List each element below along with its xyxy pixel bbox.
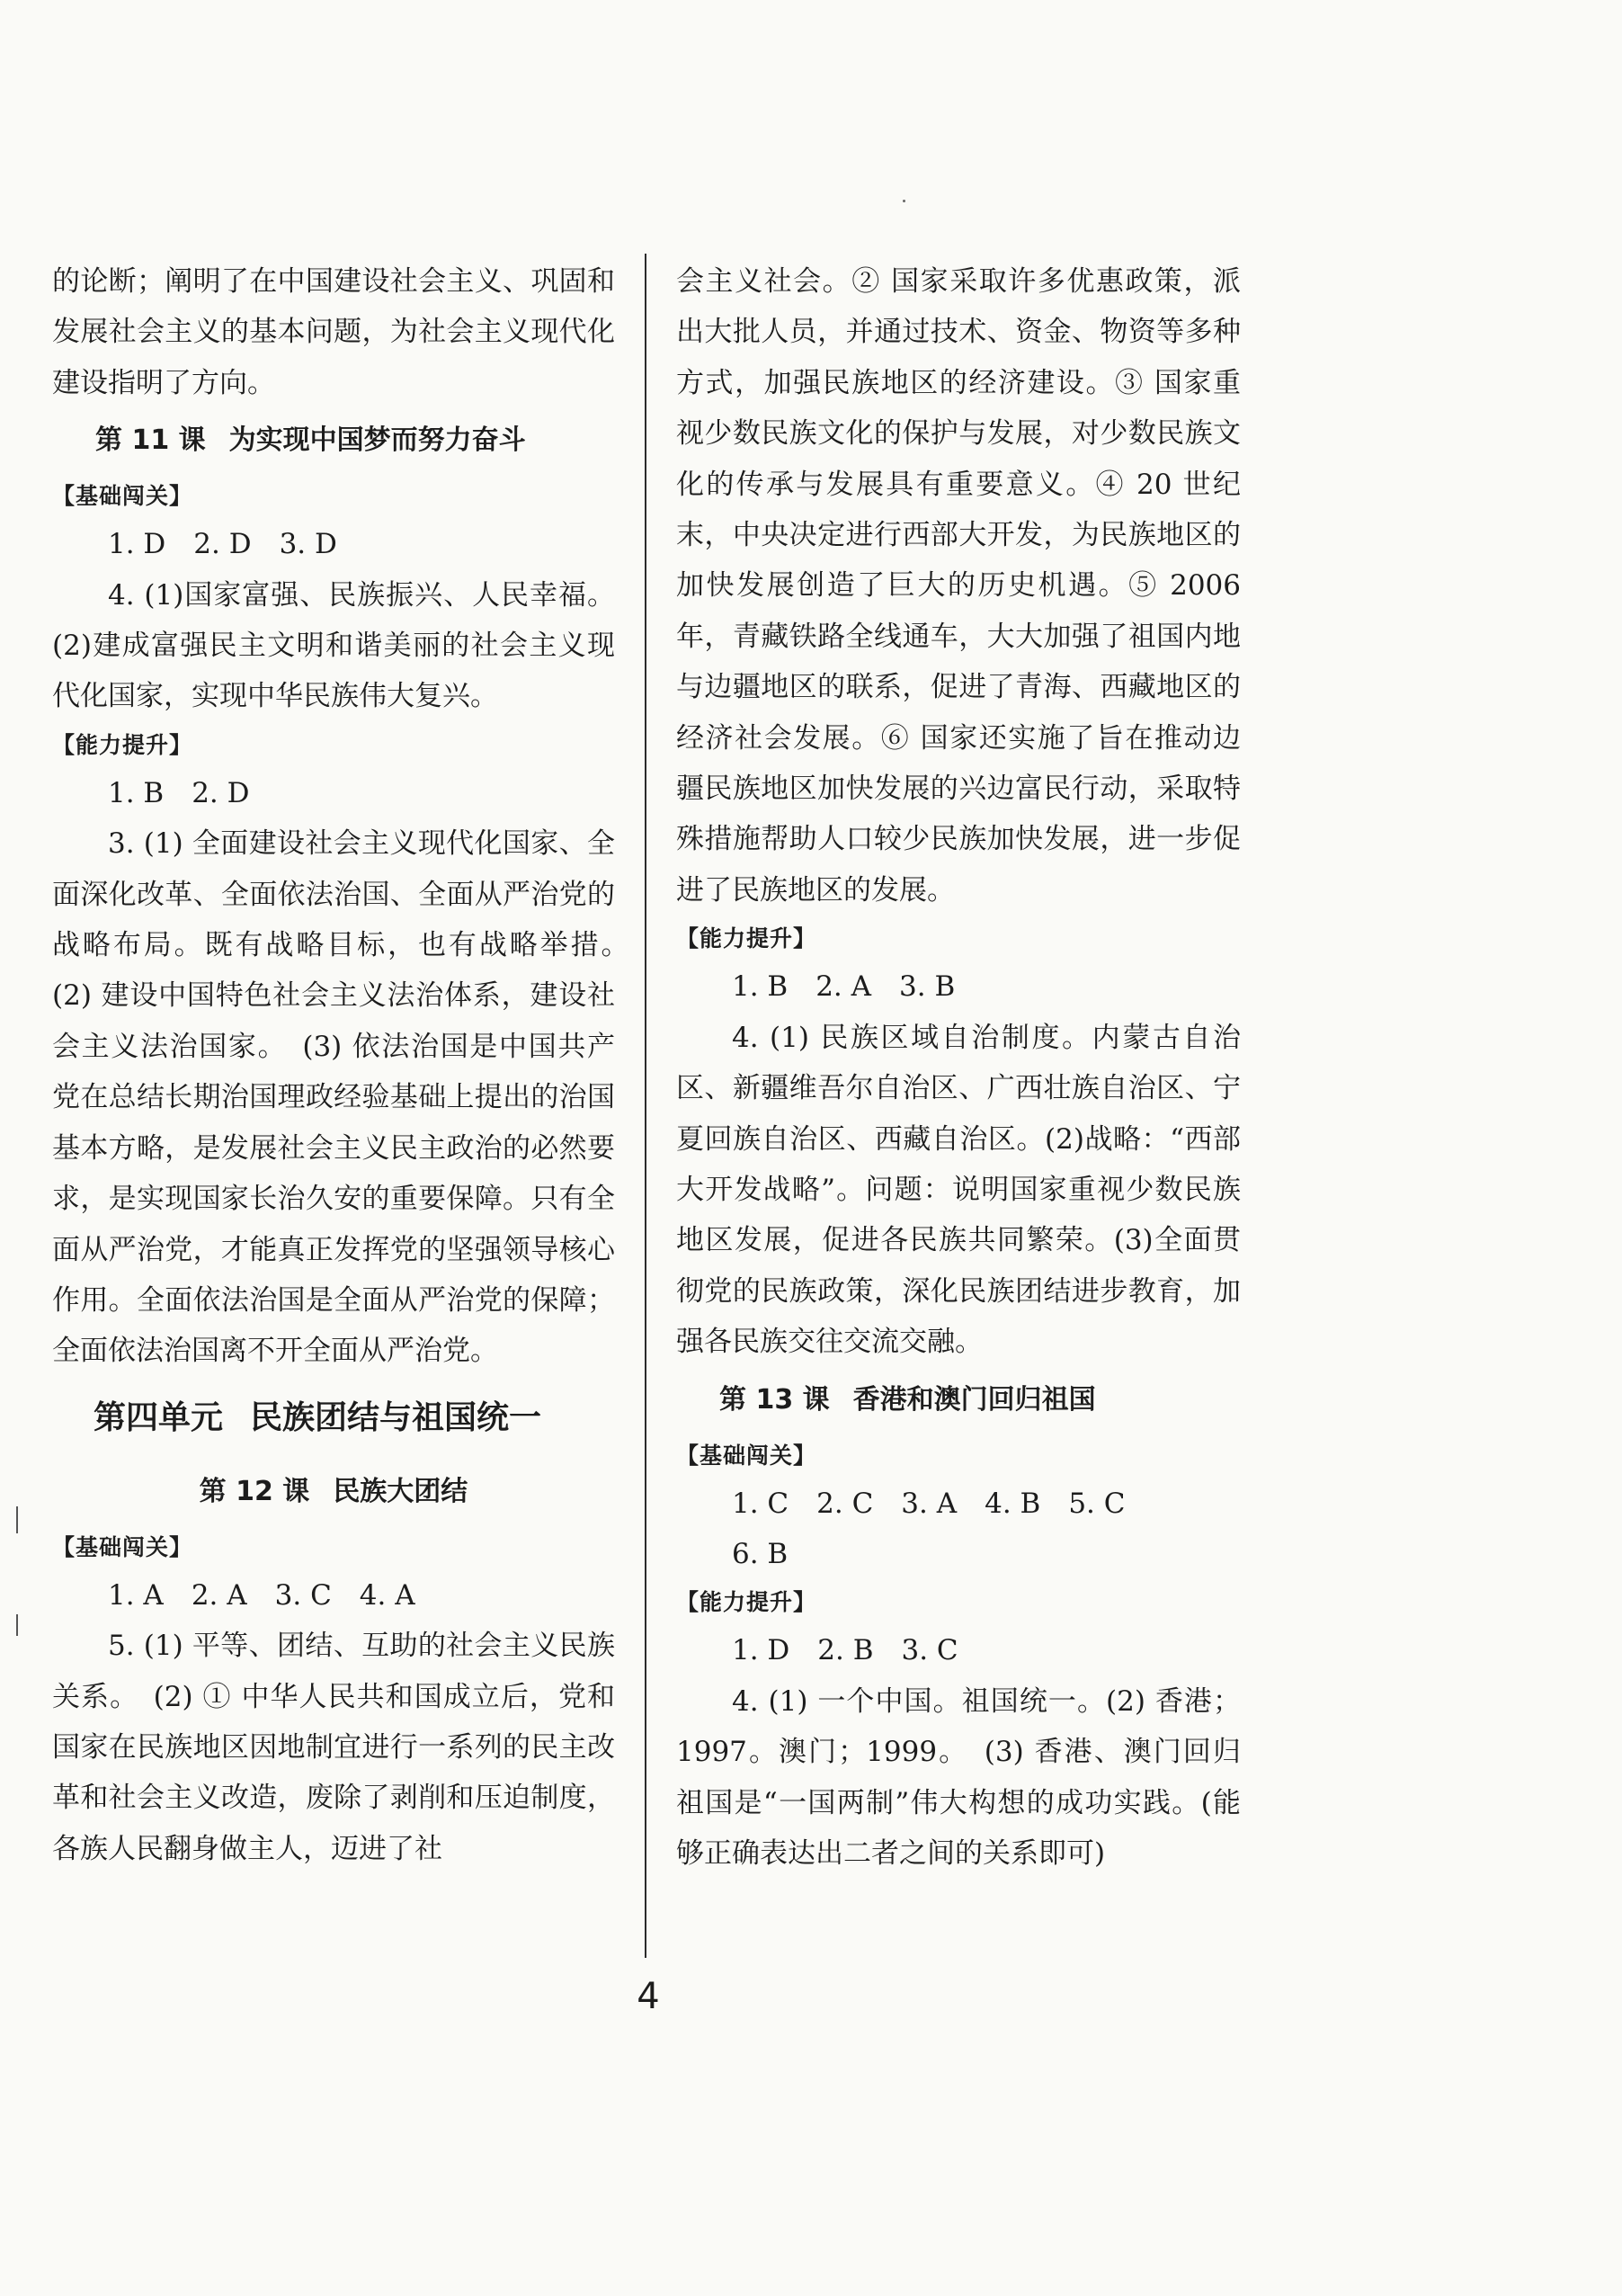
answer-line: 1. B 2. A 3. B bbox=[732, 970, 956, 1004]
lesson-11-title: 为实现中国梦而努力奋斗 bbox=[228, 424, 526, 457]
answer-paragraph: 4. (1) 民族区域自治制度。内蒙古自治区、新疆维吾尔自治区、广西壮族自治区、宁夏回族自治区、西藏自治区。(2)战略：“西部大开发战略”。问题：说明国家重视少数民族地区发展，促进各民族共同繁荣。(3)全面贯彻党的民族政策，深化民族团结进步教育，加强各民族交往交流交融。 bbox=[676, 1021, 1241, 1359]
section-tag-basic: 【基础闯关】 bbox=[52, 483, 193, 510]
unit-4-title: 民族团结与祖国统一 bbox=[250, 1398, 542, 1436]
column-divider bbox=[645, 254, 646, 1958]
left-column bbox=[52, 256, 643, 1874]
section-tag-basic: 【基础闯关】 bbox=[52, 1533, 193, 1560]
intro-paragraph: 的论断；阐明了在中国建设社会主义、巩固和发展社会主义的基本问题，为社会主义现代化建设指明了方向。 bbox=[52, 265, 615, 399]
answer-paragraph: 4. (1) 一个中国。祖国统一。(2) 香港；1997。澳门；1999。 (3) 香港、澳门回归祖国是“一国两制”伟大构想的成功实践。(能够正确表达出二者之间的关系即可) bbox=[676, 1684, 1241, 1870]
answer-line: 1. C 2. C 3. A 4. B 5. C bbox=[732, 1487, 1126, 1520]
lesson-11-number: 第 11 课 bbox=[95, 424, 206, 457]
right-column bbox=[676, 256, 1241, 1879]
answer-line: 1. D 2. D 3. D bbox=[108, 528, 337, 561]
lesson-13-heading bbox=[676, 1368, 1241, 1433]
answer-line: 1. D 2. B 3. C bbox=[732, 1634, 958, 1667]
margin-mark bbox=[16, 1506, 18, 1533]
section-tag-ability: 【能力提升】 bbox=[676, 1589, 817, 1616]
margin-mark bbox=[16, 1614, 18, 1636]
answer-paragraph: 5. (1) 平等、团结、互助的社会主义民族关系。 (2) ① 中华人民共和国成立后，党和国家在民族地区因地制宜进行一系列的民主改革和社会主义改造，废除了剥削和压迫制度，各族人民翻身做主人，迈进了社 bbox=[52, 1630, 615, 1865]
section-tag-ability: 【能力提升】 bbox=[52, 731, 193, 758]
lesson-12-number: 第 12 课 bbox=[199, 1475, 310, 1507]
lesson-13-number: 第 13 课 bbox=[719, 1383, 830, 1416]
answer-line: 1. B 2. D bbox=[108, 776, 250, 809]
page-number: 4 bbox=[637, 1976, 660, 2017]
lesson-11-heading bbox=[52, 408, 615, 473]
answer-paragraph: 3. (1) 全面建设社会主义现代化国家、全面深化改革、全面依法治国、全面从严治党的战略布局。既有战略目标，也有战略举措。 (2) 建设中国特色社会主义法治体系，建设社会主义法治国家。 (3) 依法治国是中国共产党在总结长期治国理政经验基础上提出的治国基本方略，是发展社会主义民主政治的必然要求，是实现国家长治久安的重要保障。只有全面从严治党，才能真正发挥党的坚强领导核心作用。全面依法治国是全面从严治党的保障；全面依法治国离不开全面从严治党。 bbox=[52, 827, 643, 1368]
lesson-12-heading bbox=[52, 1460, 615, 1524]
lesson-13-title: 香港和澳门回归祖国 bbox=[852, 1383, 1096, 1416]
unit-4-number: 第四单元 bbox=[94, 1398, 224, 1436]
answer-paragraph: 4. (1)国家富强、民族振兴、人民幸福。(2)建成富强民主文明和谐美丽的社会主义现代化国家，实现中华民族伟大复兴。 bbox=[52, 578, 615, 713]
unit-4-heading bbox=[52, 1377, 615, 1460]
answer-line: 6. B bbox=[732, 1537, 789, 1570]
lesson-12-title: 民族大团结 bbox=[333, 1475, 468, 1507]
section-tag-basic: 【基础闯关】 bbox=[676, 1442, 817, 1469]
answer-paragraph-continued: 会主义社会。② 国家采取许多优惠政策，派出大批人员，并通过技术、资金、物资等多种方式，加强民族地区的经济建设。③ 国家重视少数民族文化的保护与发展，对少数民族文化的传承与发展具有重要意义。④ 20 世纪末，中央决定进行西部大开发，为民族地区的加快发展创造了巨大的历史机遇。⑤ 2006 年，青藏铁路全线通车，大大加强了祖国内地与边疆地区的联系，促进了青海、西藏地区的经济社会发展。⑥ 国家还实施了旨在推动边疆民族地区加快发展的兴边富民行动，采取特殊措施帮助人口较少民族加快发展，进一步促进了民族地区的发展。 bbox=[676, 265, 1241, 907]
answer-line: 1. A 2. A 3. C 4. A bbox=[108, 1578, 415, 1612]
scan-speck bbox=[903, 200, 905, 202]
section-tag-ability: 【能力提升】 bbox=[676, 925, 817, 952]
